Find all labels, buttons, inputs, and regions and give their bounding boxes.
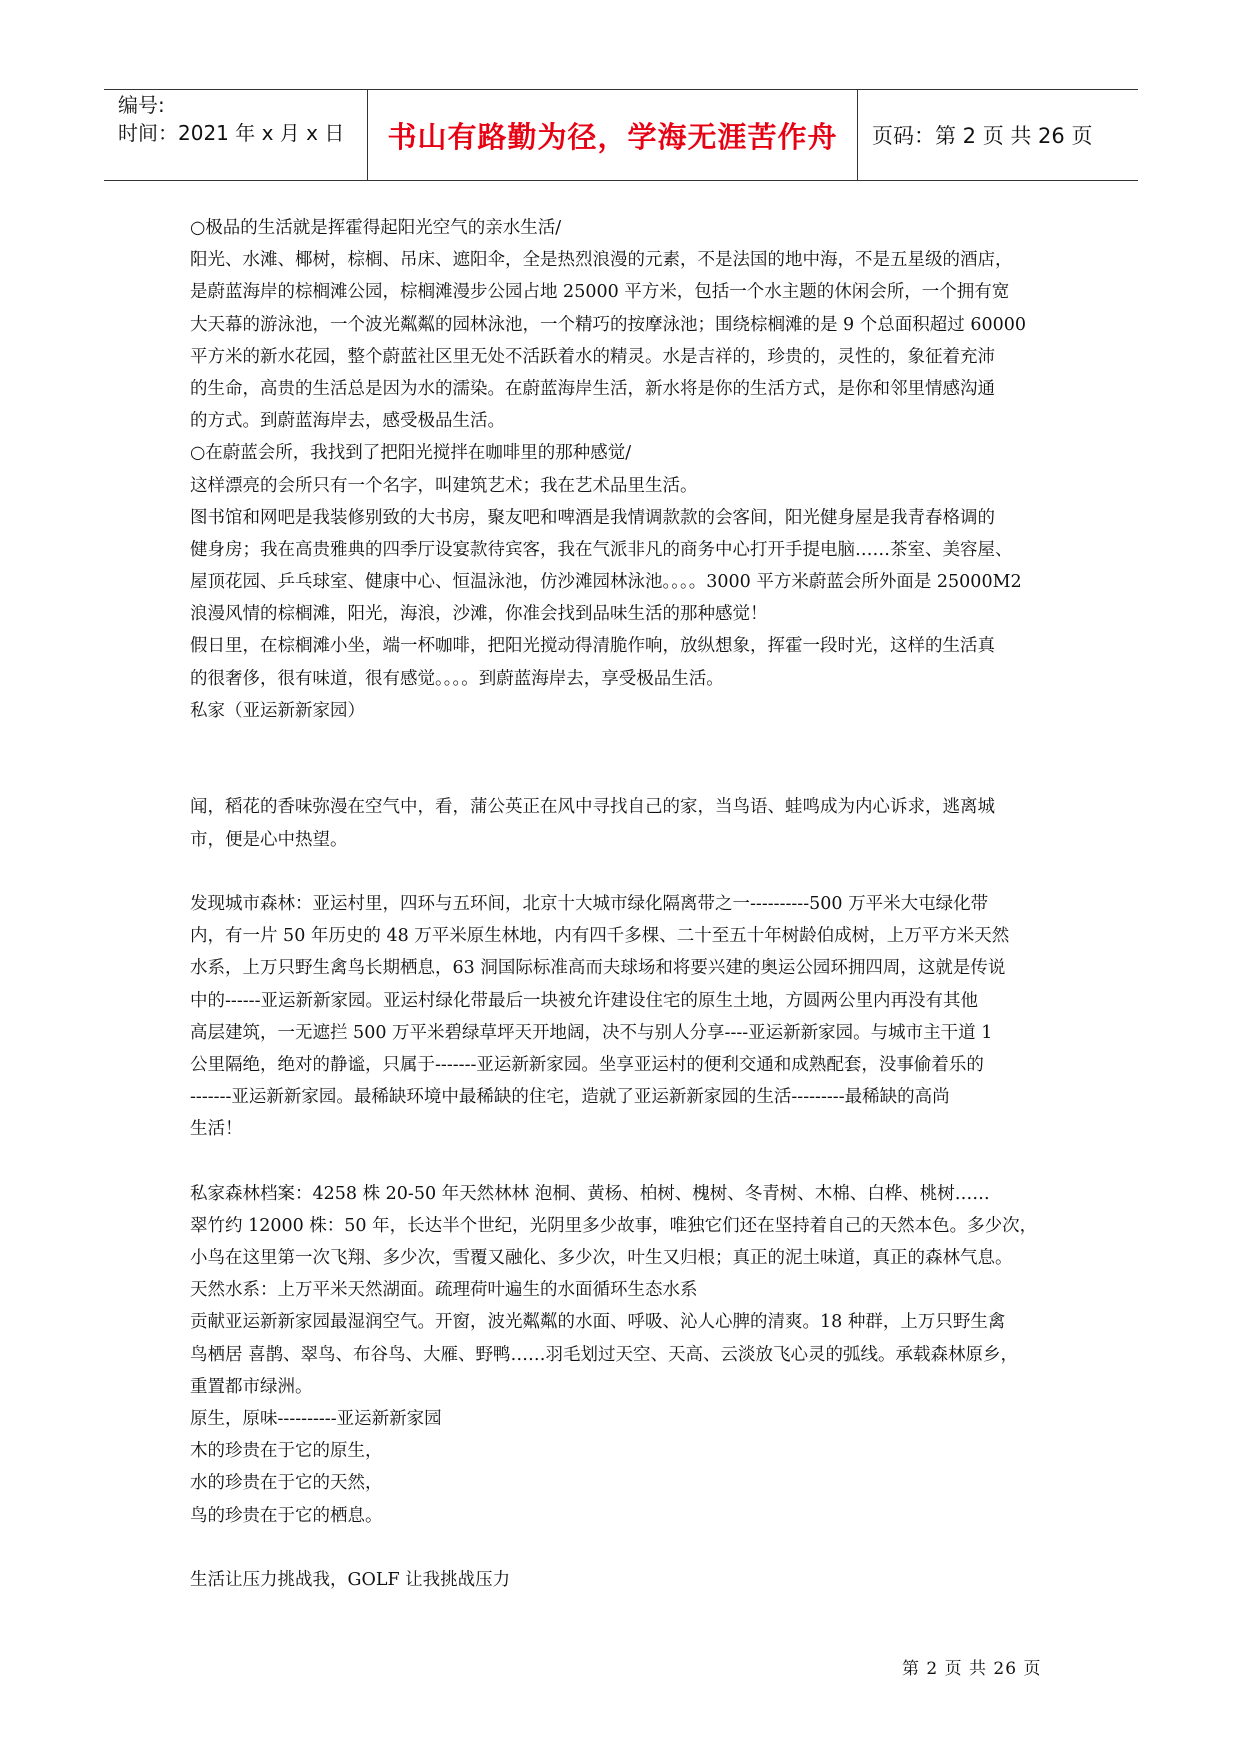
body-line: 水系，上万只野生禽鸟长期栖息，63 洞国际标准高而夫球场和将要兴建的奥运公园环拥四周，这就是传说 — [190, 958, 1006, 979]
body-line: 鸟栖居 喜鹊、翠鸟、布谷鸟、大雁、野鸭……羽毛划过天空、天高、云淡放飞心灵的弧线。承载森林原乡， — [190, 1344, 1019, 1365]
body-line: 假日里，在棕榈滩小坐，端一杯咖啡，把阳光搅动得清脆作响，放纵想象，挥霍一段时光，这样的生活真 — [190, 636, 995, 657]
body-line: 是蔚蓝海岸的棕榈滩公园，棕榈滩漫步公园占地 25000 平方米，包括一个水主题的休闲会所，一个拥有宽 — [190, 282, 1010, 303]
body-line: 市，便是心中热望。 — [190, 829, 348, 850]
body-line: 生活让压力挑战我，GOLF 让我挑战压力 — [190, 1569, 511, 1590]
header-motto: 书山有路勤为径，学海无涯苦作舟 — [368, 90, 858, 180]
body-line: 闻，稻花的香味弥漫在空气中，看，蒲公英正在风中寻找自己的家，当鸟语、蛙鸣成为内心诉求，逃离城 — [190, 797, 995, 818]
body-line: 这样漂亮的会所只有一个名字，叫建筑艺术；我在艺术品里生活。 — [190, 475, 698, 496]
body-line: 内，有一片 50 年历史的 48 万平米原生林地，内有四千多棵、二十至五十年树龄伯成树，上万平方米天然 — [190, 926, 1010, 947]
body-line: 大天幕的游泳池，一个波光粼粼的园林泳池，一个精巧的按摩泳池；围绕棕榈滩的是 9 个总面积超过 60000 — [190, 314, 1026, 335]
header-meta-cell — [104, 90, 368, 180]
body-line: 浪漫风情的棕榈滩，阳光，海浪，沙滩，你准会找到品味生活的那种感觉！ — [190, 604, 768, 625]
body-line: 的方式。到蔚蓝海岸去，感受极品生活。 — [190, 411, 505, 432]
body-line: 生活！ — [190, 1119, 243, 1140]
body-line: 高层建筑，一无遮拦 500 万平米碧绿草坪天开地阔，决不与别人分享----亚运新新家园。与城市主干道 1 — [190, 1022, 993, 1043]
section-title: 私家（亚运新新家园） — [190, 700, 365, 721]
body-line: 原生，原味----------亚运新新家园 — [190, 1408, 442, 1429]
body-line: 小鸟在这里第一次飞翔、多少次，雪覆又融化、多少次，叶生又归根；真正的泥土味道，真正的森林气息。 — [190, 1248, 1013, 1269]
body-line: 平方米的新水花园，整个蔚蓝社区里无处不活跃着水的精灵。水是吉祥的，珍贵的，灵性的，象征着充沛 — [190, 346, 995, 367]
body-line: -------亚运新新家园。最稀缺环境中最稀缺的住宅，造就了亚运新新家园的生活---------最稀缺的高尚 — [190, 1087, 950, 1108]
body-line: 的生命，高贵的生活总是因为水的濡染。在蔚蓝海岸生活，新水将是你的生活方式，是你和邻里情感沟通 — [190, 378, 995, 399]
body-line: 公里隔绝，绝对的静谧，只属于-------亚运新新家园。坐享亚运村的便利交通和成熟配套，没事偷着乐的 — [190, 1054, 984, 1075]
page-footer: 第 2 页 共 26 页 — [902, 1659, 1042, 1679]
body-line: 水的珍贵在于它的天然， — [190, 1473, 383, 1494]
number-label: 编号: — [118, 93, 165, 117]
body-line: 木的珍贵在于它的原生， — [190, 1441, 383, 1462]
body-line: ○在蔚蓝会所，我找到了把阳光搅拌在咖啡里的那种感觉/ — [190, 443, 632, 464]
body-line: 重置都市绿洲。 — [190, 1376, 313, 1397]
body-line: ○极品的生活就是挥霍得起阳光空气的亲水生活/ — [190, 218, 562, 238]
body-line: 贡献亚运新新家园最湿润空气。开窗，波光粼粼的水面、呼吸、沁人心脾的清爽。18 种群，上万只野生禽 — [190, 1312, 1006, 1333]
body-line: 鸟的珍贵在于它的栖息。 — [190, 1505, 383, 1526]
body-line: 中的------亚运新新家园。亚运村绿化带最后一块被允许建设住宅的原生土地，方圆两公里内再没有其他 — [190, 990, 978, 1011]
header-page-info: 页码：第 2 页 共 26 页 — [872, 124, 1093, 148]
body-line: 翠竹约 12000 株：50 年，长达半个世纪，光阴里多少故事，唯独它们还在坚持着自己的天然本色。多少次， — [190, 1215, 1038, 1236]
body-line: 的很奢侈，很有味道，很有感觉。。。。到蔚蓝海岸去，享受极品生活。 — [190, 668, 724, 689]
time-label: 时间：2021 年 x 月 x 日 — [118, 121, 345, 145]
document-header — [104, 89, 1138, 181]
body-line: 图书馆和网吧是我装修别致的大书房，聚友吧和啤酒是我情调款款的会客间，阳光健身屋是我青春格调的 — [190, 507, 995, 528]
body-line: 健身房；我在高贵雅典的四季厅设宴款待宾客，我在气派非凡的商务中心打开手提电脑……茶室、美容屋、 — [190, 539, 1013, 560]
body-line: 屋顶花园、乒乓球室、健康中心、恒温泳池，仿沙滩园林泳池。。。。3000 平方米蔚蓝会所外面是 25000M2 — [190, 572, 1022, 593]
body-line: 私家森林档案：4258 株 20-50 年天然林林 泡桐、黄杨、柏树、槐树、冬青树、木棉、白桦、桃树…… — [190, 1183, 990, 1204]
body-line: 天然水系：上万平米天然湖面。疏理荷叶遍生的水面循环生态水系 — [190, 1280, 698, 1301]
body-line: 阳光、水滩、椰树，棕榈、吊床、遮阳伞，全是热烈浪漫的元素，不是法国的地中海，不是五星级的酒店， — [190, 250, 1013, 271]
body-line: 发现城市森林：亚运村里，四环与五环间，北京十大城市绿化隔离带之一----------500 万平米大屯绿化带 — [190, 893, 989, 914]
document-body — [190, 212, 1070, 1596]
